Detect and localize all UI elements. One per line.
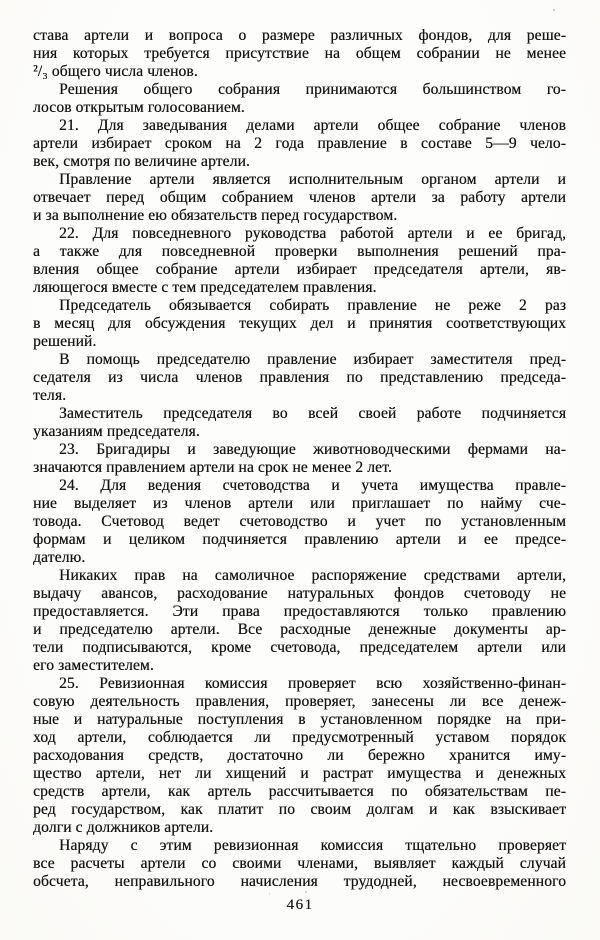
text-line: расходования средств, достаточно ли бережно хранится иму- (33, 747, 566, 764)
text-line: Решения общего собрания принимаются большинством го- (59, 81, 566, 98)
text-line: его заместителем. (33, 657, 154, 674)
text-line: тели подписываются, кроме счетовода, председателем артели или (33, 639, 566, 656)
text-line: век, смотря по величине артели. (33, 153, 250, 170)
text-line: 21. Для заведывания делами артели общее собрание членов (59, 117, 566, 134)
text-line: Правление артели является исполнительным органом артели и (59, 171, 566, 188)
text-line: все расчеты артели со своими членами, выявляет каждый случай (33, 855, 566, 872)
text-line: ные и натуральные поступления в установленном порядке на при- (33, 711, 566, 728)
text-line: в месяц для обсуждения текущих дел и принятия соответствующих (33, 315, 566, 332)
text-line: седателя из числа членов правления по представлению председа- (33, 369, 566, 386)
text-line: Наряду с этим ревизионная комиссия тщательно проверяет (59, 837, 566, 854)
text-line: теля. (33, 387, 67, 404)
text-line: Никаких прав на самоличное распоряжение средствами артели, (59, 567, 566, 584)
text-line: артели избирает сроком на 2 года правление в составе 5—9 чело- (33, 135, 566, 152)
text-line: значаются правлением артели на срок не менее 2 лет. (33, 459, 392, 476)
text-line: формам и целиком подчиняется правлению артели и ее предсе- (33, 531, 566, 548)
text-line: ния которых требуется присутствие на общем собрании не менее (33, 45, 566, 62)
text-line: 25. Ревизионная комиссия проверяет всю хозяйственно-финан- (59, 675, 566, 692)
text-line: ляющегося вместе с тем председателем правления. (33, 279, 377, 296)
text-line: Председатель обязывается собирать правление не реже 2 раз (59, 297, 566, 314)
text-line: а также для повседневной проверки выполнения решений пра- (33, 243, 566, 260)
text-line: става артели и вопроса о размере различных фондов, для реше- (33, 27, 566, 44)
text-line: дателю. (33, 549, 86, 566)
text-line: предоставляется. Эти права предоставляются только правлению (33, 603, 566, 620)
text-line: В помощь председателю правление избирает заместителя пред- (59, 351, 566, 368)
text-line: и за выполнение ею обязательств перед государством. (33, 207, 398, 224)
text-line: 24. Для ведения счетоводства и учета имущества правле- (59, 477, 566, 494)
text-line: ред государством, как платит по своим долгам и как взыскивает (33, 801, 566, 818)
text-line: выдачу авансов, расходование натуральных фондов счетоводу не (33, 585, 566, 602)
text-line: долги с должников артели. (33, 819, 214, 836)
text-line: указаниям председателя. (33, 423, 200, 440)
document-text (33, 27, 566, 891)
text-line: ход артели, соблюдается ли предусмотренный уставом порядок (33, 729, 566, 746)
text-line: и председателю артели. Все расходные денежные документы ар- (33, 621, 566, 638)
scan-speck (305, 891, 307, 893)
text-line: Заместитель председателя во всей своей работе подчиняется (59, 405, 566, 422)
text-line: товода. Счетовод ведет счетоводство и учет по установленным (33, 513, 566, 530)
text-line: отвечает перед общим собранием членов артели за работу артели (33, 189, 566, 206)
text-line: 22. Для повседневного руководства работой артели и ее бригад, (59, 225, 566, 242)
text-line: щество артели, нет ли хищений и растрат имущества и денежных (33, 765, 566, 782)
text-line: 23. Бригадиры и заведующие животноводческими фермами на- (59, 441, 566, 458)
text-line: вления общее собрание артели избирает председателя артели, яв- (33, 261, 566, 278)
scan-speck (553, 9, 555, 11)
text-line: лосов открытым голосованием. (33, 99, 245, 116)
scan-speck (269, 893, 270, 895)
text-line: решений. (33, 333, 97, 350)
text-line: ²/₃ общего числа членов. (33, 63, 198, 80)
text-line: средств артели, как артель рассчитывается по обязательствам пе- (33, 783, 566, 800)
page-number: 461 (286, 897, 314, 913)
text-line: ние выделяет из членов артели или приглашает по найму сче- (33, 495, 566, 512)
text-line: совую деятельность правления, проверяет, занесены ли все денеж- (33, 693, 566, 710)
text-line: обсчета, неправильного начисления трудодней, несвоевременного (33, 873, 566, 890)
